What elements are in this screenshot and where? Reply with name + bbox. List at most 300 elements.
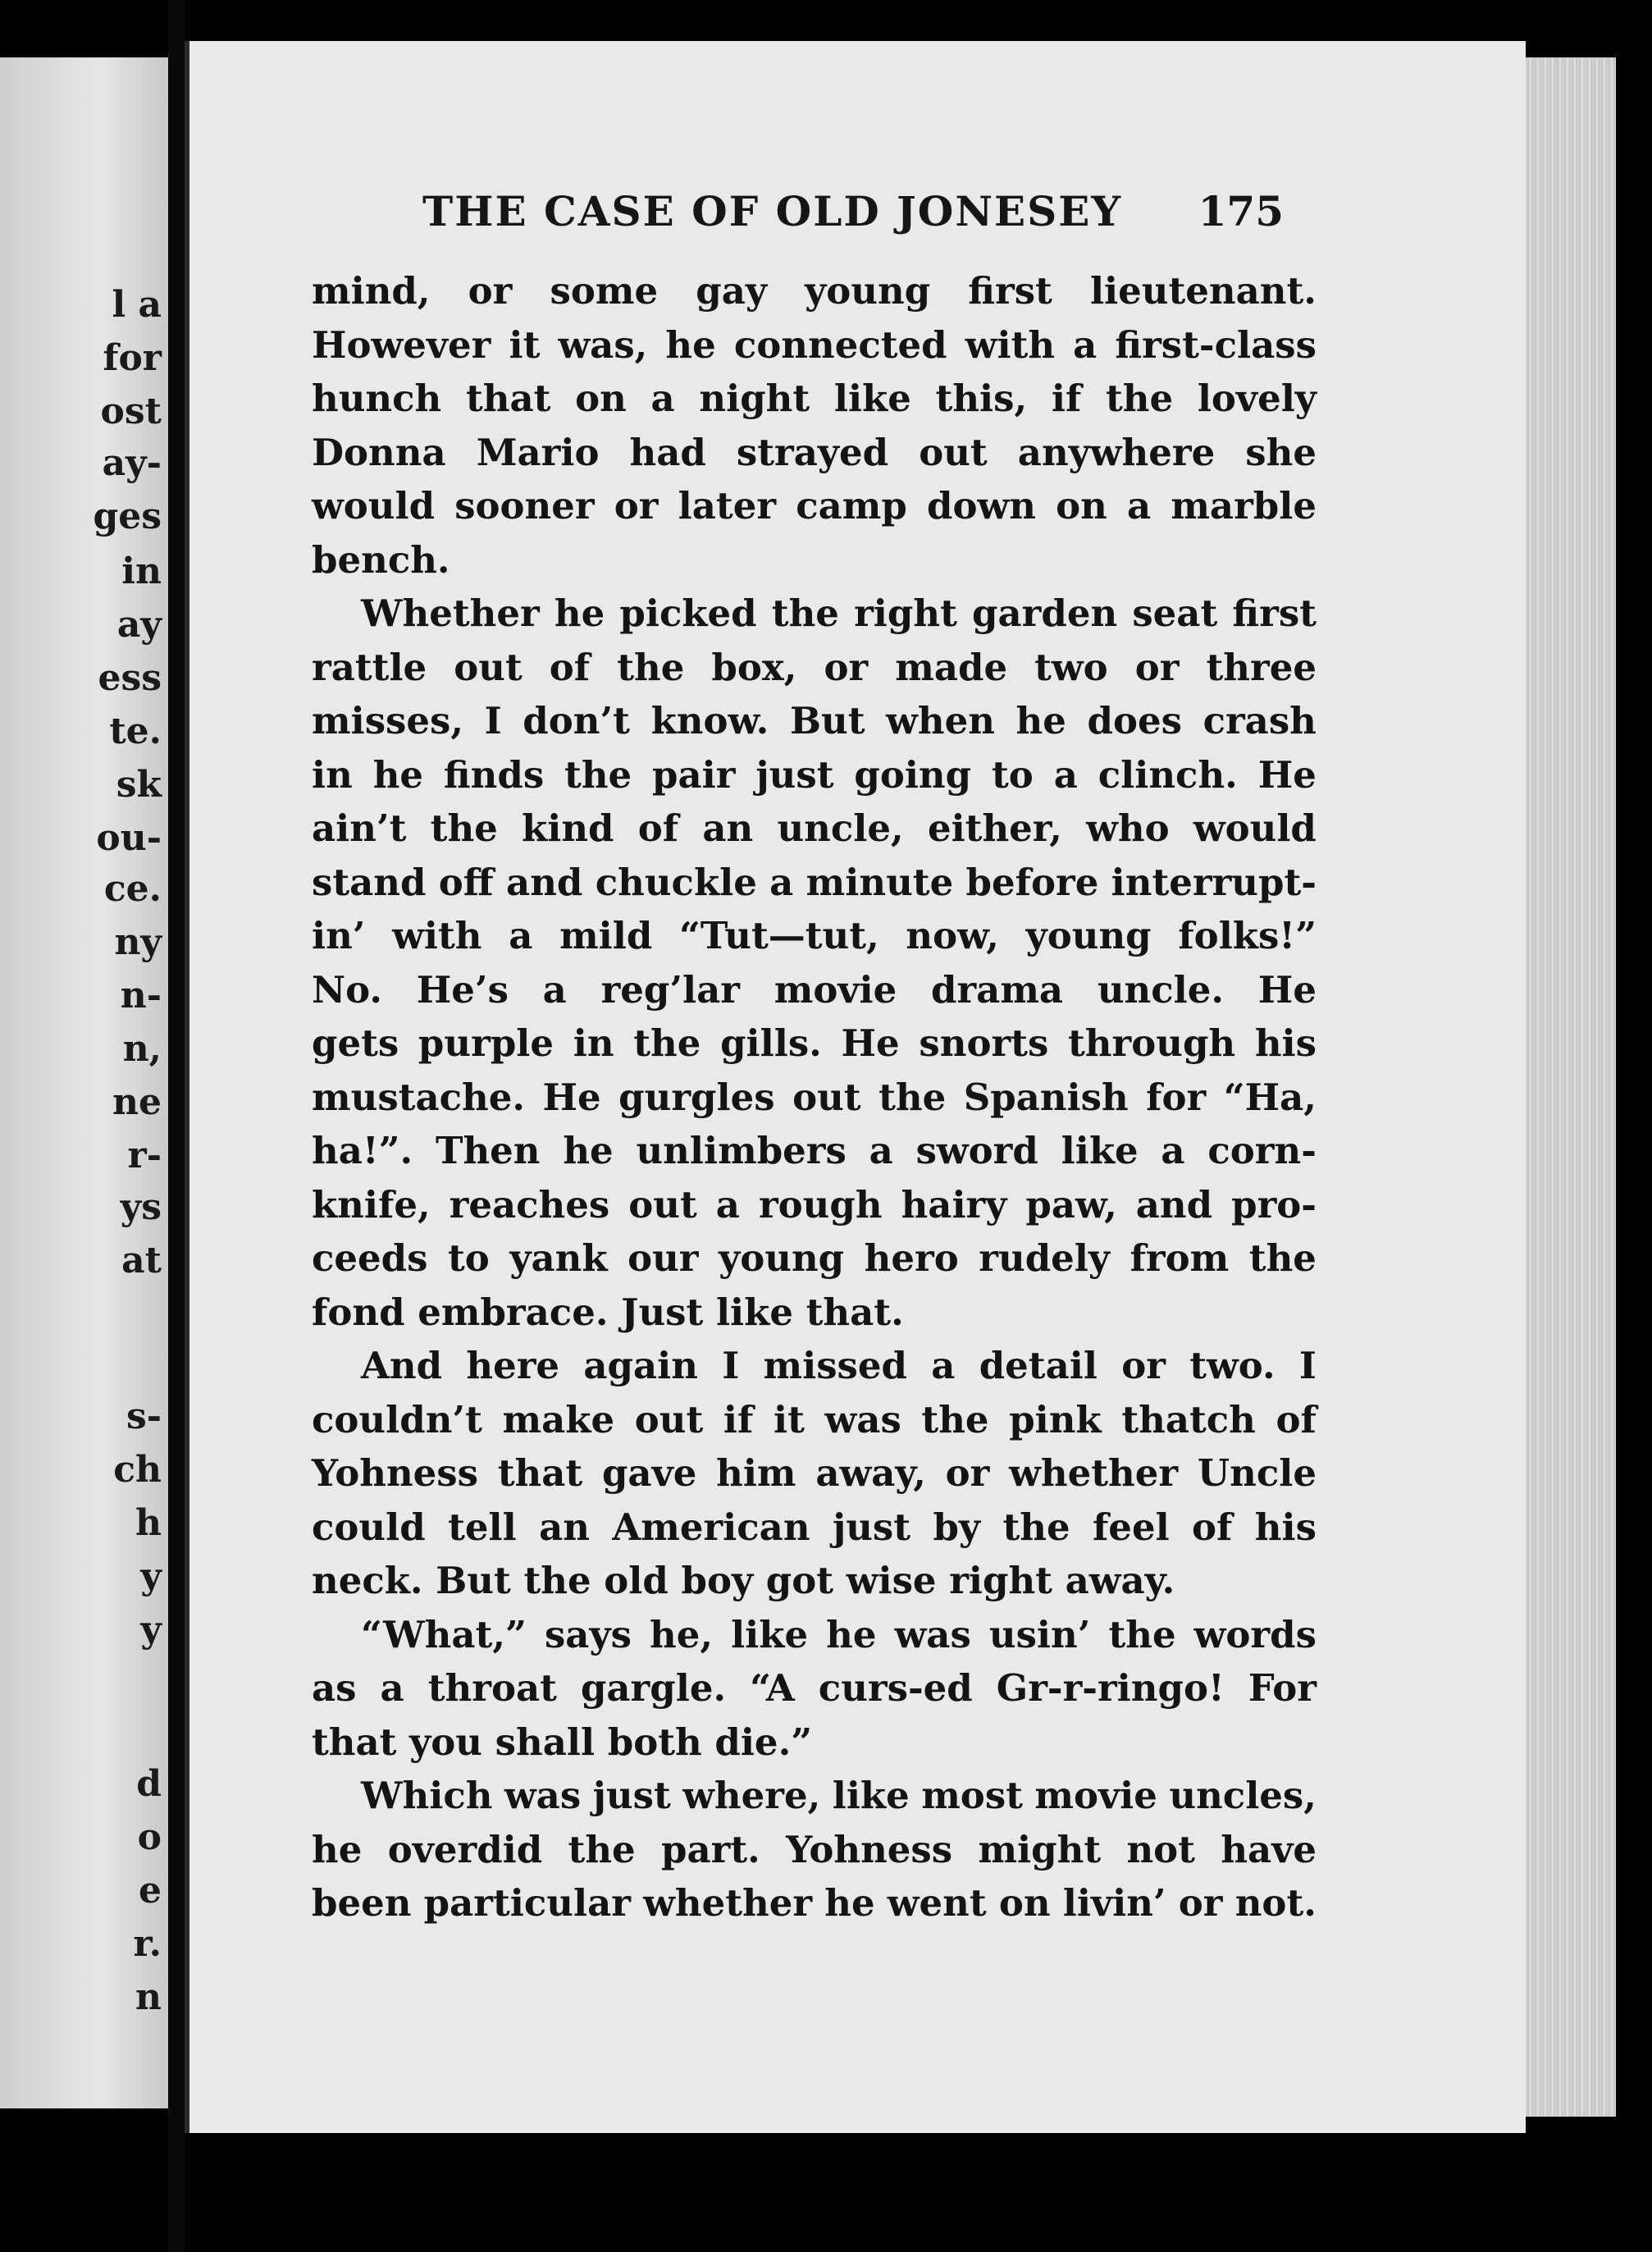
word: first-class (1115, 322, 1317, 367)
left-page-fragment: ch (113, 1449, 162, 1491)
word: when (886, 699, 995, 742)
word: out (919, 430, 988, 474)
word: the (430, 806, 498, 850)
word: a (769, 860, 794, 904)
page-edges (1526, 57, 1616, 2117)
word: a (869, 1129, 893, 1172)
left-page-fragment: y (140, 1609, 162, 1651)
word: gills. (720, 1021, 822, 1065)
text-line (312, 1876, 1317, 1930)
word: with (392, 914, 482, 957)
word: three (1206, 645, 1317, 689)
word: young (719, 1236, 845, 1280)
word: he (554, 592, 605, 635)
word: young (1025, 914, 1152, 957)
left-page-fragment: n (135, 1976, 162, 2018)
word: snorts (919, 1021, 1049, 1065)
word: He (542, 1075, 601, 1119)
word: him (716, 1451, 796, 1495)
word: interrupt- (1111, 860, 1317, 904)
word: camp (796, 484, 907, 528)
word: Spanish (963, 1075, 1129, 1119)
word: unlimbers (636, 1129, 847, 1172)
left-page-fragment: r- (127, 1135, 162, 1176)
word: in’ (312, 914, 366, 957)
word: our (627, 1236, 699, 1280)
word: where, (682, 1774, 821, 1817)
word: uncle. (1097, 967, 1225, 1012)
text-line (312, 587, 1317, 641)
word: who (1086, 806, 1170, 850)
text-line (312, 1071, 1317, 1125)
word: He’s (416, 967, 509, 1012)
word: he (312, 1827, 363, 1871)
word: was (824, 1397, 901, 1441)
word: thatch (1121, 1397, 1256, 1441)
word: to (992, 752, 1034, 797)
word: “Ha, (1223, 1075, 1317, 1119)
word: of (1192, 1505, 1233, 1549)
word: Which (361, 1774, 493, 1817)
word: off (438, 860, 494, 904)
word: not (1126, 1827, 1195, 1871)
word: the (633, 1021, 701, 1065)
text-line (312, 1016, 1317, 1071)
text-line (312, 1769, 1317, 1823)
word: here (466, 1344, 560, 1387)
word: on (575, 377, 627, 420)
word: hunch (312, 377, 442, 420)
word: gay (696, 269, 768, 313)
word: he (563, 1129, 614, 1172)
word: like (731, 1612, 809, 1656)
word: rattle (312, 645, 427, 689)
word: ain’t (312, 806, 407, 850)
word: know. (650, 699, 769, 742)
left-page-fragment: ys (120, 1186, 162, 1228)
word: just (832, 1505, 911, 1549)
left-page-fragment: ess (98, 657, 162, 699)
word: a (650, 377, 675, 420)
left-page-fragment: l a (112, 284, 162, 326)
word: the (771, 592, 839, 635)
line-text: neck. But the old boy got wise right away. (312, 1559, 1175, 1602)
word: pro- (1231, 1182, 1317, 1226)
word: reg’lar (600, 967, 740, 1012)
text-line (312, 1661, 1317, 1715)
word: usin’ (988, 1612, 1091, 1656)
word: kind (522, 806, 614, 850)
word: not. (1234, 1881, 1317, 1925)
word: corn- (1207, 1129, 1317, 1172)
word: like (1061, 1129, 1139, 1172)
word: on (1056, 484, 1107, 528)
word: the (1002, 1505, 1070, 1549)
word: in (312, 752, 353, 797)
left-page-fragment: ne (112, 1081, 162, 1123)
word: a (931, 1344, 956, 1387)
word: Donna (312, 430, 446, 474)
word: by (933, 1505, 981, 1549)
word: pair (652, 752, 736, 797)
text-line (312, 641, 1317, 695)
word: uncles, (1169, 1774, 1317, 1817)
text-line (312, 1178, 1317, 1232)
word: a (380, 1666, 404, 1710)
text-line (312, 963, 1317, 1017)
word: anywhere (1017, 430, 1216, 474)
left-page-fragment: ost (100, 391, 162, 432)
word: overdid (387, 1827, 543, 1871)
word: lovely (1197, 377, 1317, 420)
word: out (634, 1397, 704, 1441)
word: gargle. (580, 1666, 727, 1710)
left-page-fragment: y (140, 1555, 162, 1597)
word: hairy (901, 1182, 1007, 1226)
text-line (312, 1446, 1317, 1501)
word: night (699, 377, 810, 420)
word: first (1232, 592, 1317, 635)
word: “What,” (361, 1612, 527, 1656)
left-page-fragment: n, (122, 1028, 162, 1070)
word: of (549, 645, 591, 689)
word: that (465, 377, 551, 420)
word: seat (1132, 592, 1218, 635)
word: For (1248, 1666, 1317, 1710)
word: curs-ed (818, 1666, 973, 1710)
word: of (1276, 1397, 1317, 1441)
text-line (312, 909, 1317, 963)
word: a (509, 914, 533, 957)
word: particular (423, 1881, 631, 1925)
word: and (506, 860, 583, 904)
word: he (824, 1881, 875, 1925)
word: purple (418, 1021, 554, 1065)
word: feel (1092, 1505, 1170, 1549)
left-page-fragment: in (121, 550, 162, 592)
word: went (887, 1881, 987, 1925)
word: gurgles (618, 1075, 775, 1119)
word: it (509, 322, 541, 367)
word: ha!”. (312, 1129, 413, 1172)
word: or (468, 269, 513, 313)
left-page-fragment: ges (93, 496, 162, 537)
word: ceeds (312, 1236, 428, 1280)
word: this, (935, 377, 1028, 420)
left-page-fragment: ce. (103, 868, 162, 910)
text-line (312, 318, 1317, 372)
word: or (945, 1451, 990, 1495)
word: whether (1009, 1451, 1179, 1495)
text-line (312, 1501, 1317, 1555)
text-line (312, 1608, 1317, 1662)
word: hero (864, 1236, 959, 1280)
word: rough (758, 1182, 883, 1226)
text-line (312, 264, 1317, 318)
word: would (1193, 806, 1317, 850)
word: American (612, 1505, 810, 1549)
word: was (504, 1774, 582, 1817)
text-line (312, 1554, 1317, 1608)
word: lieutenant. (1089, 269, 1317, 313)
word: an (539, 1505, 590, 1549)
text-line (312, 426, 1317, 480)
left-page-fragment: o (137, 1816, 162, 1858)
word: a (1126, 484, 1152, 528)
text-line (312, 1339, 1317, 1393)
left-page-fragment: d (136, 1763, 162, 1805)
word: like (833, 377, 911, 420)
text-line (312, 856, 1317, 910)
word: through (1068, 1021, 1236, 1065)
word: rudely (979, 1236, 1111, 1280)
word: away, (815, 1451, 926, 1495)
word: she (1245, 430, 1317, 474)
word: tell (448, 1505, 517, 1549)
left-page-fragment: ou- (96, 817, 162, 859)
word: whether (643, 1881, 813, 1925)
left-page (0, 57, 168, 2108)
body-text (312, 264, 1317, 1930)
word: finds (443, 752, 545, 797)
word: an (702, 806, 754, 850)
word: Mario (476, 430, 600, 474)
word: I (484, 699, 502, 742)
word: again (583, 1344, 698, 1387)
word: two (1034, 645, 1108, 689)
word: mind, (312, 269, 431, 313)
word: He (841, 1021, 900, 1065)
word: or (1178, 1881, 1223, 1925)
word: that (497, 1451, 583, 1495)
word: he (1015, 699, 1066, 742)
text-line (312, 694, 1317, 748)
word: I (1298, 1344, 1317, 1387)
left-page-fragment: e (139, 1870, 162, 1912)
word: of (637, 806, 679, 850)
text-line (312, 533, 1317, 587)
word: the (1108, 1612, 1176, 1656)
word: knife, (312, 1182, 431, 1226)
text-line (312, 1286, 1317, 1340)
word: either, (927, 806, 1062, 850)
word: marble (1171, 484, 1317, 528)
word: don’t (523, 699, 630, 742)
word: make (502, 1397, 615, 1441)
line-text: bench. (312, 537, 450, 582)
word: uncle, (777, 806, 904, 850)
word: gave (601, 1451, 697, 1495)
word: movie (1034, 1774, 1157, 1817)
word: a (1073, 322, 1098, 367)
running-head: THE CASE OF OLD JONESEY (422, 187, 1123, 235)
word: picked (619, 592, 757, 635)
word: made (895, 645, 1008, 689)
word: now, (906, 914, 999, 957)
left-page-fragment: s- (125, 1396, 162, 1437)
left-page-fragment: ny (114, 921, 162, 963)
word: might (978, 1827, 1102, 1871)
word: chuckle (595, 860, 757, 904)
word: Whether (361, 592, 540, 635)
word: he (826, 1612, 877, 1656)
word: Yohness (786, 1827, 953, 1871)
word: was (894, 1612, 971, 1656)
word: I (722, 1344, 740, 1387)
word: Gr-r-ringo! (996, 1666, 1225, 1710)
word: two. (1189, 1344, 1276, 1387)
word: before (965, 860, 1099, 904)
word: his (1254, 1021, 1317, 1065)
word: young (805, 269, 931, 313)
word: minute (805, 860, 954, 904)
word: part. (661, 1827, 760, 1871)
word: or (1121, 1344, 1166, 1387)
word: the (921, 1397, 989, 1441)
left-page-fragment: n- (120, 975, 162, 1016)
word: “Tut—tut, (679, 914, 879, 957)
word: Then (435, 1129, 541, 1172)
word: if (723, 1397, 754, 1441)
word: he (665, 322, 716, 367)
word: a (715, 1182, 740, 1226)
line-text: fond embrace. Just like that. (312, 1290, 904, 1334)
word: to (448, 1236, 490, 1280)
text-line (312, 1715, 1317, 1770)
left-page-fragment: te. (109, 710, 162, 752)
text-line (312, 1231, 1317, 1286)
word: the (1105, 377, 1174, 420)
text-line (312, 748, 1317, 802)
word: out (792, 1075, 861, 1119)
word: movie (774, 967, 897, 1012)
word: right (854, 592, 957, 635)
word: pink (1009, 1397, 1102, 1441)
word: with (965, 322, 1056, 367)
left-page-fragment: sk (116, 764, 162, 806)
word: strayed (736, 430, 889, 474)
text-line (312, 372, 1317, 426)
word: for (1146, 1075, 1207, 1119)
word: been (312, 1881, 412, 1925)
book-gutter (168, 0, 185, 2252)
word: on (998, 1881, 1051, 1925)
word: just (755, 752, 834, 797)
word: However (312, 322, 491, 367)
word: connected (733, 322, 947, 367)
word: some (550, 269, 659, 313)
word: the (617, 645, 685, 689)
word: the (1248, 1236, 1317, 1280)
word: paw, (1025, 1182, 1117, 1226)
word: says (544, 1612, 632, 1656)
word: stand (312, 860, 427, 904)
word: sword (915, 1129, 1038, 1172)
word: his (1254, 1505, 1317, 1549)
left-page-fragment: at (121, 1240, 162, 1281)
word: livin’ (1062, 1881, 1166, 1925)
word: does (1087, 699, 1182, 742)
word: had (629, 430, 706, 474)
word: and (1135, 1182, 1213, 1226)
word: the (564, 752, 632, 797)
word: the (878, 1075, 947, 1119)
word: He (1257, 967, 1317, 1012)
word: was, (558, 322, 648, 367)
word: a (1053, 752, 1078, 797)
word: crash (1202, 699, 1317, 742)
word: the (568, 1827, 636, 1871)
left-page-fragment: ay (116, 604, 162, 646)
word: out (454, 645, 523, 689)
word: missed (763, 1344, 907, 1387)
page-number: 175 (1198, 187, 1284, 235)
word: going (854, 752, 972, 797)
scan-border (1616, 0, 1652, 2252)
word: just (592, 1774, 671, 1817)
word: And (361, 1344, 443, 1387)
word: if (1051, 377, 1082, 420)
word: it (774, 1397, 805, 1441)
word: drama (930, 967, 1064, 1012)
word: couldn’t (312, 1397, 482, 1441)
word: misses, (312, 699, 464, 742)
word: detail (979, 1344, 1098, 1387)
word: “A (750, 1666, 795, 1710)
word: Uncle (1197, 1451, 1317, 1495)
word: reaches (449, 1182, 610, 1226)
left-page-fragment: for (103, 337, 162, 379)
left-page-fragment: h (135, 1502, 162, 1544)
word: later (678, 484, 777, 528)
word: a (1161, 1129, 1185, 1172)
word: a (542, 967, 567, 1012)
text-line (312, 1124, 1317, 1178)
word: most (921, 1774, 1023, 1817)
word: throat (427, 1666, 557, 1710)
word: yank (509, 1236, 608, 1280)
word: from (1129, 1236, 1230, 1280)
left-page-fragment: ay- (102, 442, 162, 484)
word: first (968, 269, 1052, 313)
word: folks!” (1178, 914, 1317, 957)
text-line (312, 479, 1317, 533)
word: mustache. (312, 1075, 526, 1119)
word: like (832, 1774, 910, 1817)
left-page-fragment: r. (133, 1923, 162, 1965)
word: as (312, 1666, 357, 1710)
word: or (1134, 645, 1180, 689)
word: or (614, 484, 659, 528)
word: in (573, 1021, 614, 1065)
word: could (312, 1505, 426, 1549)
word: But (789, 699, 865, 742)
word: or (824, 645, 869, 689)
word: words (1193, 1612, 1317, 1656)
text-line (312, 802, 1317, 856)
word: down (927, 484, 1036, 528)
word: He (1257, 752, 1317, 797)
word: he, (650, 1612, 714, 1656)
word: No. (312, 967, 383, 1012)
word: mild (559, 914, 653, 957)
line-text: that you shall both die.” (312, 1720, 813, 1764)
page-header (422, 187, 1284, 244)
word: sooner (454, 484, 595, 528)
word: Yohness (312, 1451, 478, 1495)
text-line (312, 1823, 1317, 1877)
word: gets (312, 1021, 399, 1065)
